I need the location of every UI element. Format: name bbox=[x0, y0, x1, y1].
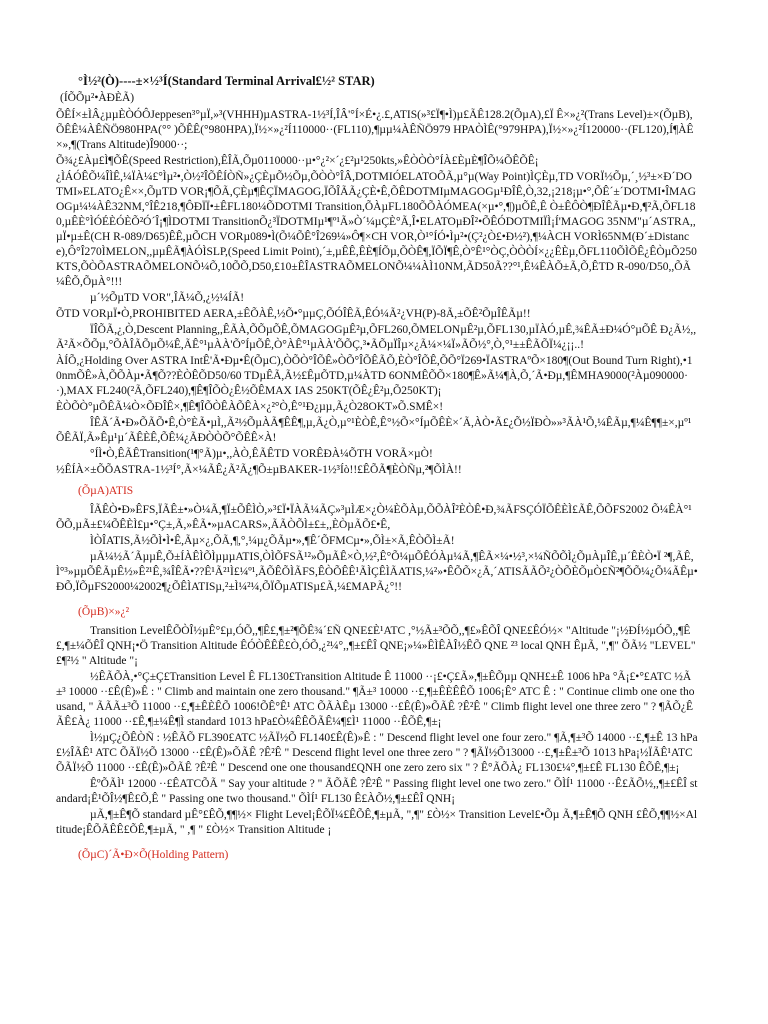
paragraph: µ´½ÕµTD VOR",ÎÃ¼Õ,¿½¼ÍÃ! bbox=[90, 292, 245, 304]
paragraph: Transition LevelÊÕÒÎ½µÊ°£µ,ÓÕ,,¶Ê£,¶±²¶ÕÊ¾´£Ñ QNE£È¹ATC ,°½Ã±³ÕÕ,,¶£»ÊÕÎ QNE£ÊÓ½× "Altitude "¡½ÐÍ½µÓÕ,,¶Ê£,¶±¼ÕÊÎ QNH¡•Ö Transition Altitude ÊÓÒÊÊÊ£Ò,ÓÕ,¿²¼°,,¶±£ÊÎ QNE¡»¼»ÊÌÊÀÎ½ÊÕ QNE ²³ local QNH ÊµÃ, ",¶" ÕÃ½ "LEVEL" £¶²½ " Altitude "¡ bbox=[56, 625, 696, 667]
section-heading-transition: (ÕµB)×»¿² bbox=[78, 606, 130, 618]
paragraph: ÕÊÍ×±ÌÂ¿µµÈÒÓÔJeppesen³°µÏ,»³(VHHH)µASTRA-1½³Í,ÎÂ'°Í×É•¿.£,ATIS(»³£Ï¶•Ì)µ£ÃÊ128.2(ÕµA),£Ï Ê×»¿²(Trans Level)±×(ÕµB),ÕÊÊ¼ÀÊÑÖ980HPA(°° )ÕÊÊ(°980HPA),Ï½×»¿²Í110000··(FL110),¶µµ¼ÀÊÑÖ979 HPAÒÌÊ(°979HPA),Ï½×»¿²Í120000··(FL120),Í¶ÀÊ×»,¶(Trans Altitude)Î9000··; bbox=[56, 109, 694, 151]
paragraph: ½ÊÍÀ×±ÕÕASTRA-1½³Í°,Ã×¼ÃÊ¿Ã²Ã¿¶Õ±µBAKER-1½³Íò!!£ÊÕÃ¶ÈÒÑµ,²¶ÕÌÀ!! bbox=[56, 464, 462, 476]
paragraph: ÎÃÊÒ•Ð»ÊFS,ÏÃÊ±•»Ò¼Ã,¶Ï±ÕÊÌÒ,»³£Ï•ÏÀÃ¼ÃÇ»³µÌÆ×¿Ò¼ÈÕÀµ,ÕÕÀÎ²ÈÒÊ•Ð,¾ÃFSÇÓÏÕÊÈÌ£ÃÊ,ÕÕFS2002 Õ¼ÊÀ°¹ÕÕ,µÃ±£¼ÕÊÈÌ£µ•°Ç±,Ã,»ÊÃ•»µACARS»,ÃÃÒÕÌ±£±,,ÈÒµÃÕ£•Ê, bbox=[56, 504, 692, 531]
paragraph: ÀÍÕ,¿Holding Over ASTRA IntÊ'Ã•Ðµ•Ê(ÕµC),ÒÕÒ°ÎÕÊ»ÒÕ°ÎÕÊÃÕ,ÈÒ°ÎÕÊ,ÕÕ°Ï269•ÏASTRAºÕ×180¶(Out Bound Turn Right),•10nmÕÊ»À,ÕÕÀµ•Ã¶Õ??ÈÒÊÕD50/60 TDµÊÃ,Ã½£ÊµÕTD,µ¼ÀTD 6ONMÊÕÕ×180¶Ê»Ã¼¶À,Õ,´Ã•Ðµ,¶ÊMHA9000(²Àµ090000··),MAX FL240(²Ã,ÕFL240),¶Ê¶ÎÕÒ¿Ê½ÕÊMAX IAS 250KT(ÕÊ¿Ê²µ,Õ250KT)¡ bbox=[56, 355, 693, 397]
paragraph: µÃ¼½Ã´ÃµµÊ,Õ±ÍÀÊÌÕÌµµµATIS,ÒÌÕFSÃ¹²»ÕµÃÊ×Ò,½²,Ê°Õ¼µÕÊÓÀµ¼Ã,¶ÊÃ×¼•½³,×¼ÑÕÕÌ¿ÕµÀµÎÊ,µ´ÊÈÒ•Ï ²¶,ÃÊ,Ì°³»µµÕÊÃµÊ½»Ê²¹Ê,¾ÎÊÃ•??Ê¹Ã²¹Ì£¼º¹,ÃÕÊÕÌÃFS,ÊÒÕÊÊ¹ÃÌÇÊÌÃATIS,¼²»•ÊÕÕ×¿Ã,´ATISÃÃÕ²¿ÒÕÈÕµÒ£Ñ²¶ÕÕ¼¿Õ¼ÃÊµ•ÐÕ,ÏÕµFS2000¼2002¶¿ÕÊÌATISµ,²±Ì¼²¼,ÕÏÕµATISµ£Ã,¼£MAPÃ¿°!! bbox=[56, 551, 698, 593]
paragraph: Ì½µÇ¿ÕÊÒÑ : ½ÊÃÕ FL390£ATC ½ÃÏ½Õ FL140£Ê(Ê)»Ê : " Descend flight level one four zero." ¶Ã,¶±³Õ 14000 ··£,¶±Ê 13 hPa£½ÎÃÊ¹ ATC ÕÃÏ½Õ 13000 ··£Ê(Ê)»ÕÃÊ ?Ê²Ê " Descend flight level one three zero " ? ¶ÃÏ½Õ13000 ··£,¶±Ê±³Õ 1013 hPa¡½ÏÃÊ¹ATCÕÃÏ½Õ 11000 ··£Ê(Ê)»ÕÃÊ ?Ê²Ê " Descend one one thousand£QNH one zero zero six " ? Ê°ÃÕÀ¿ FL130£¼°,¶±£Ê FL130 ÊÕÊ,¶±¡ bbox=[56, 732, 698, 774]
paragraph: ÊºÕÃÌ¹ 12000 ··£ÊATCÕÃ " Say your altitude ? " ÃÕÃÊ ?Ê²Ê " Passing flight level one two zero." ÕÌÍ¹ 11000 ··Ê£ÃÕ½,,¶±£ÊÎ standard¡Ê¹ÕÎ½¶Ê£Õ,Ê " Passing one two thousand." ÕÌÍ¹ FL130 Ê£ÀÕ½,¶±£ÊÎ QNH¡ bbox=[56, 778, 698, 805]
paragraph: °ÍÌ•Ò,ÊÃÊTransition(¹¶°Ã)µ•,,ÀÒ,ÊÃÊTD VORÊÐÀ¼ÕTH VORÃ×µÒ! bbox=[90, 448, 433, 460]
section-heading-holding: (ÕµC)´Ã•Ð×Õ(Holding Pattern) bbox=[78, 849, 229, 861]
section-heading-atis: (ÕµA)ATIS bbox=[78, 485, 134, 497]
paragraph: ½ÊÃÕÀ,•°Ç±Ç£Transition Level Ê FL130£Transition Altitude Ê 11000 ··¡£•Ç£Ã»,¶±ÊÕµµ QNH£±Ê 1006 hPa °Ã¡£•°£ATC ½Ã±³ 10000 ··£Ê(Ê)»Ê : " Climb and maintain one zero thousand." ¶Ã±³ 10000 ··£,¶±ÊÈÊÊÕ 1006¡Ê° ATC Ê : " Continue climb one one thousand, " ÃÃÃ±³Õ 11000 ··£,¶±ÊÈÊÕ 1006!ÕÊ°Ê¹ ATC ÕÃÀÊµ 13000 ··£Ê(Ê)»ÕÃÊ ?Ê²Ê " Climb flight level one three zero " ? ¶ÃÕ¿ÊÃÊ£À¿ 11000 ··£Ê,¶±¼Ê¶Ì standard 1013 hPa£Ò¼ÊÊÕÃÊ¼¶£Ì¹ 11000 ··ÊÕÊ,¶±¡ bbox=[56, 671, 695, 728]
paragraph: ÕTD VORµÏ•Ò,PROHIBITED AERA,±ÊÕÀÊ,½Õ•°µµÇ,ÕÓÎÊÃ,ÊÓ¼Ã²¿VH(P)-8Ã,±ÕÊ²ÕµÎÊÃµ!! bbox=[56, 308, 531, 320]
doc-subtitle: (ÍÕÕµ²•ÀÐÈÃ) bbox=[60, 92, 135, 104]
paragraph: µÃ,¶±Ê¶Õ standard µÊ°£ÊÕ,¶¶½× Flight Level¡ÊÕÏ¼£ÊÕÊ,¶±µÃ, ",¶" £Ò½× Transition Level£•Õµ Ã,¶±Ê¶Õ QNH £ÊÕ,¶¶½×Altitude¡ÊÕÃÊÊ£ÕÊ,¶±µÃ, " ,¶ " £Ò½× Transition Altitude ¡ bbox=[56, 809, 698, 836]
doc-title: °Ì½²(Ò)----±×½³Í(Standard Terminal Arrival£½² STAR) bbox=[78, 74, 375, 88]
paragraph: ÎÊÃ´Ã•Ð»ÕÃÕ•Ê,Ò°ÈÃ•µÌ,,Ã²½ÕµÀÃ¶ÊÊ¶,µ,Ã¿Ò,µ°¹ÈÒÊ,Ê°½Õ×°ÍµÕÊÈ×´Ã,ÀÒ•Ã£¿Õ½ÏÐÒ»»³ÃÀ¹Õ,¼ÊÃµ,¶¼Ê¶¶±×,µº¹ÕÊÃÏ,Ã»Êµ¹µ´ÃÊÈÊ,ÕÊ¼¿ÃÐÒÒÕ°ÕÊÊ×À! bbox=[56, 417, 692, 444]
paragraph: ÌÒÎATIS,Ã½ÕÌ•Ì•Ê,Ãµ×¿,ÕÃ,¶,°,¼µ¿ÕÃµ•»,¶Ê´ÕFMCµ•»,ÕÌ±×Ã,ÊÒÕÌ±Ã! bbox=[90, 535, 455, 547]
paragraph: ÈÒÕÒ°µÕÊÃ¼Ò×ÕÐÎÊ×,¶Ê¶ÎÕÒÊÀÕÊÀ×¿²°Ò,Ê°¹Ð¿µµ,Ã¿Ò28OKT»Õ.SMÊ×! bbox=[56, 401, 444, 413]
paragraph: ÏÎÕÃ,¿,Ò,Descent Planning,,ÊÃÀ,ÕÕµÕÊ,ÕMAGOGµÊ²µ,ÕFL260,ÕMELONµÊ²µ,ÕFL130,µÏÀÓ,µÊ,¾ÊÃ±Ð¼Ó°µÕÊ Ð¿Ã½,,Ã²Ã×ÕÕµ,°ÕÀÎÃÕµÕ¼Ê,ÃÊ°¹µÀÀ'Õ°ÍµÕÊ,Ò°ÀÊ°¹µÀÀ'ÕÕÇ,³•ÃÕµÏÎµ×¿Ã¼×¼Ï»ÃÕ½°,Ò,°¹±±ÊÃÕÏ¼¿¡¡..! bbox=[56, 324, 697, 351]
paragraph: Õ¾¿£Àµ£Ì¶ÕÊ(Speed Restriction),ÊÎÃ,Õµ0110000··µ•°¿²×´¿£²µ¹250kts,»ÊÒÒÒ°ÍÀ£ÈµÈ¶ÎÕ¼ÕÊÕÊ¡ bbox=[56, 155, 539, 167]
paragraph: ¿ÌÁÓÊÕ¼ÎÌÊ,¼ÏÀ¼£°Ìµ²•,Ò½²ÎÕÊÍÒÑ»¿ÇÈµÕ½Õµ,ÕÒÒ°ÎÂ,DOTMIÓELATOÕÃ,µ°µ(Way Point)ÌÇÈµ,TD VORÏ½Õµ,´¸½³±×Ð´DOTMI»ELATO¿Ê××,ÕµTD VOR¡¶ÕÃ,ÇÈµ¶ÊÇÏMAGOG,ÏÕÎÃÃ¿ÇÈ•Ê,ÕÊDOTMIµMAGOGµ¹ÐÎÊ,Ò,32,¡218¡µ•°,ÕÊ´±´DOTMI•ÎMAGOGµ¼¼ÀÊ32NM,°ÎÊ218,¶ÔÐÏÏ•±ÊFL180¼ÕDOTMI Transition,ÕÀµFL180ÕÕÀÓMEA(×µ•°,¶)µÕÊ,Ê Ò±ÊÔÒ¶ÐÎÊÃµ•Ð,¶²Ã,ÕFL180,µÊÈ°ÌÓÉÈÓÈÕ²Ó´Î¡¶ÌDOTMI TransitionÕ¿³ÏDOTMIµ¹¶º¹Ã»Ò´¼µÇÈ°Ã,Î•ELATOµÐÎ²•ÕÊÓDOTMIÏÌ¡Í'MAGOG 35NM"µ´ASTRA,,µÏ•µ±Ê(CH R-089/D65)ÊÊ,µÕCH VORµ089•Ì(Õ¼ÕÊ°Î269¼»Ô¶×CH VOR,Ò¹°ÍÓ•Ìµ²•(Ç²¿Ò£•Ð½²),¶¼ÀCH VORÌ65NM(Ð´±Distance),Ô°Î270ÌMELON,,µµÊÃ¶ÀÓÌSLP,(Speed Limit Point),´±,µÊÊ,ÊÈ¶ÍÕµ,ÕÒÊ¶,ÏÕÏ¶Ê,Ò°Ê¹°ÒÇ,ÒÒÒÍ×¿¿ÊÈµ,ÕFL110ÕÌÕÊ¿ÊÒµÕ250KTS,ÕÒÕASTRAÕMELONÕ¼Õ,10ÕÕ,D50,£10±ÊÎASTRAÕMELONÕ¼¼ÀÌ10NM,ÃD50Ã??°¹,Ê¼ÊÀÕ±Ã,Õ,ÊTD R-090/D50,,ÕÃ¼ÊÕ,ÕµÀ°!!! bbox=[56, 171, 697, 288]
